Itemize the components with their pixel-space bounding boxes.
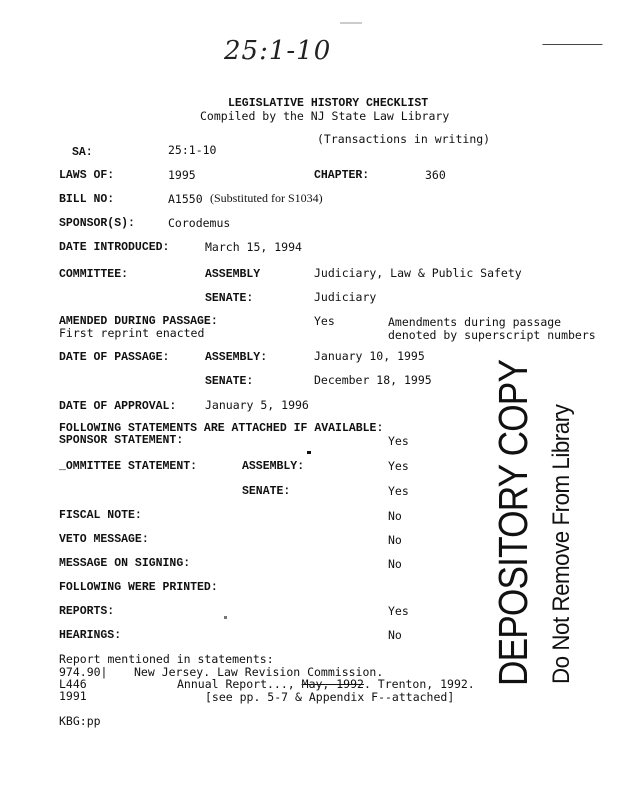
bill-value: A1550	[168, 192, 203, 206]
committee-statement-assembly-label: ASSEMBLY:	[242, 460, 305, 473]
sa-label: SA:	[72, 146, 93, 159]
approval-label: DATE OF APPROVAL:	[59, 400, 177, 413]
veto-message-value: No	[388, 533, 402, 547]
sponsor-statement-value: Yes	[388, 434, 409, 448]
do-not-remove-stamp: Do Not Remove From Library	[548, 404, 575, 684]
document-title: LEGISLATIVE HISTORY CHECKLIST	[228, 97, 429, 110]
committee-statement-senate-label: SENATE:	[242, 485, 291, 498]
committee-assembly-label: ASSEMBLY	[205, 268, 261, 281]
bill-substituted: (Substituted for S1034)	[210, 191, 323, 205]
committee-label: COMMITTEE:	[59, 268, 129, 281]
committee-senate-label: SENATE:	[205, 292, 254, 305]
initials: KBG:pp	[59, 714, 101, 728]
chapter-value: 360	[425, 168, 446, 182]
report-line-1: New Jersey. Law Revision Commission.	[134, 665, 384, 679]
reports-label: REPORTS:	[59, 605, 115, 618]
hearings-label: HEARINGS:	[59, 629, 122, 642]
committee-assembly-value: Judiciary, Law & Public Safety	[314, 266, 522, 280]
printed-heading: FOLLOWING WERE PRINTED:	[59, 581, 218, 594]
depository-copy-stamp: DEPOSITORY COPY	[490, 359, 536, 686]
signing-message-value: No	[388, 557, 402, 571]
introduced-label: DATE INTRODUCED:	[59, 241, 170, 254]
approval-value: January 5, 1996	[205, 398, 309, 412]
committee-statement-senate-value: Yes	[388, 484, 409, 498]
report-line-2-struck-date: May, 1992	[301, 677, 364, 691]
call-number-3: 1991	[59, 689, 87, 703]
report-line-2	[177, 679, 475, 691]
report-line-2-title: Annual Report...,	[177, 677, 295, 691]
laws-label: LAWS OF:	[59, 169, 115, 182]
bill-label: BILL NO:	[59, 193, 115, 206]
sa-value: 25:1-10	[168, 143, 217, 157]
committee-statement-label: _OMMITTEE STATEMENT:	[59, 460, 198, 473]
report-line-3: [see pp. 5-7 & Appendix F--attached]	[205, 690, 455, 704]
passage-senate-label: SENATE:	[205, 375, 254, 388]
fiscal-note-value: No	[388, 509, 402, 523]
scan-mark-top	[340, 22, 362, 24]
call-number-2: L446	[59, 677, 87, 691]
first-reprint: First reprint enacted	[59, 326, 205, 340]
passage-label: DATE OF PASSAGE:	[59, 351, 170, 364]
report-mentioned: Report mentioned in statements:	[59, 652, 274, 666]
scan-mark-corner	[542, 30, 607, 45]
document-subtitle: Compiled by the NJ State Law Library	[200, 109, 450, 123]
chapter-label: CHAPTER:	[314, 169, 370, 182]
reports-value: Yes	[388, 604, 409, 618]
laws-value: 1995	[168, 168, 196, 182]
veto-message-label: VETO MESSAGE:	[59, 533, 149, 546]
transactions-note: (Transactions in writing)	[317, 132, 491, 146]
amended-note-line1: Amendments during passage	[388, 315, 562, 329]
fiscal-note-label: FISCAL NOTE:	[59, 509, 142, 522]
passage-assembly-date: January 10, 1995	[314, 349, 425, 363]
hearings-value: No	[388, 628, 402, 642]
committee-statement-assembly-value: Yes	[388, 459, 409, 473]
introduced-value: March 15, 1994	[205, 240, 302, 254]
amended-note-line2: denoted by superscript numbers	[388, 328, 596, 342]
signing-message-label: MESSAGE ON SIGNING:	[59, 557, 191, 570]
committee-senate-value: Judiciary	[314, 290, 377, 304]
sponsor-label: SPONSOR(S):	[59, 217, 135, 230]
scan-tick	[224, 616, 227, 619]
amended-label: AMENDED DURING PASSAGE:	[59, 315, 218, 328]
sponsor-statement-label: SPONSOR STATEMENT:	[59, 434, 184, 447]
passage-senate-date: December 18, 1995	[314, 373, 432, 387]
report-line-2-place: . Trenton, 1992.	[363, 677, 475, 691]
handwritten-number: 25:1-10	[224, 36, 332, 66]
call-number-1: 974.90|	[59, 665, 108, 679]
passage-assembly-label: ASSEMBLY:	[205, 351, 268, 364]
statements-heading: FOLLOWING STATEMENTS ARE ATTACHED IF AVAILABLE:	[59, 422, 384, 435]
amended-value: Yes	[314, 314, 335, 328]
scan-dot	[307, 451, 311, 454]
sponsor-value: Corodemus	[168, 216, 231, 230]
